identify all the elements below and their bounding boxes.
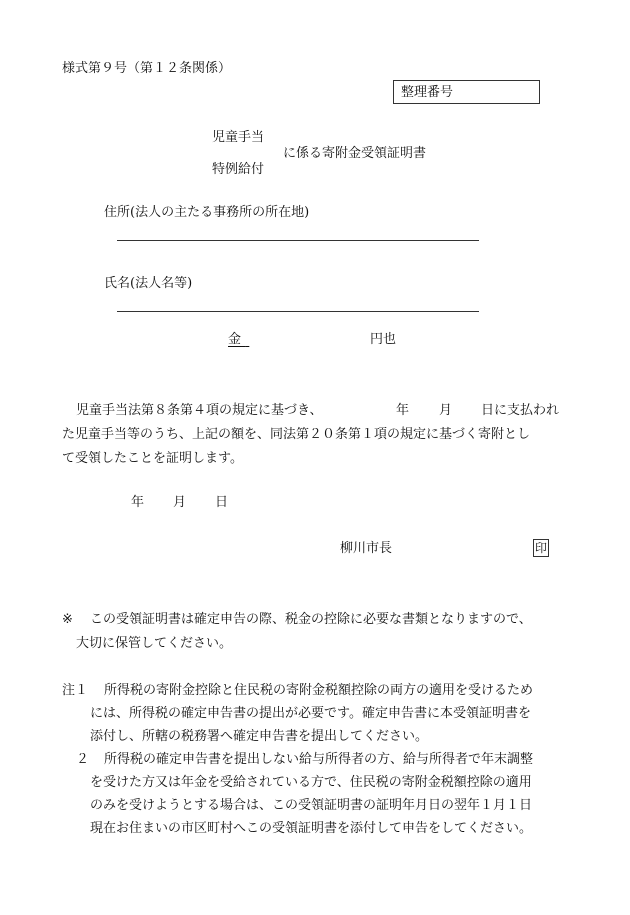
amount-suffix: 円也 (369, 332, 396, 347)
note-1-line-2: には、所得税の確定申告書の提出が必要です。確定申告書に本受領証明書を (90, 706, 531, 721)
reference-number-label: 整理番号 (401, 85, 454, 100)
name-field-line[interactable] (117, 311, 479, 312)
seal-mark: 印 (534, 541, 547, 555)
note-1-line-3: 添付し、所轄の税務署へ確定申告書を提出してください。 (90, 729, 429, 744)
note-1-line-1: 所得税の寄附金控除と住民税の寄附金税額控除の両方の適用を受けるため (104, 683, 534, 698)
amount-prefix: 金 (228, 332, 242, 347)
note-2-line-2: を受けた方又は年金を受給されている方で、住民税の寄附金税額控除の適用 (90, 775, 532, 790)
body-line-1-end: 日に支払われ (481, 403, 560, 418)
amount-line[interactable] (228, 333, 396, 346)
date-month: 月 (173, 495, 187, 510)
address-field-line[interactable] (117, 240, 479, 241)
issuer-name: 柳川市長 (340, 541, 393, 556)
title-option-special-benefit: 特例給付 (212, 162, 265, 177)
note-2-line-1: 所得税の確定申告書を提出しない給与所得者の方、給与所得者で年末調整 (104, 752, 534, 767)
reference-number-box[interactable] (393, 80, 540, 104)
form-number: 様式第９号（第１２条関係） (62, 61, 232, 76)
note-2-number: ２ (76, 752, 90, 767)
date-year: 年 (131, 495, 145, 510)
date-day: 日 (215, 495, 229, 510)
address-label: 住所(法人の主たる事務所の所在地) (104, 205, 310, 220)
body-line-1-year: 年 (396, 403, 410, 418)
body-line-2: た児童手当等のうち、上記の額を、同法第２０条第１項の規定に基づく寄附とし (62, 427, 531, 442)
page-title: に係る寄附金受領証明書 (283, 146, 427, 161)
title-option-child-allowance: 児童手当 (212, 130, 265, 145)
note-2-line-4: 現在お住まいの市区町村へこの受領証明書を添付して申告をしてください。 (90, 821, 533, 836)
remark-line-1: この受領証明書は確定申告の際、税金の控除に必要な書類となりますので、 (90, 612, 532, 627)
body-line-1: 児童手当法第８条第４項の規定に基づき、 (76, 403, 323, 418)
body-line-1-month: 月 (439, 403, 453, 418)
remark-mark: ※ (62, 612, 73, 627)
note-2-line-3: のみを受けようとする場合は、この受領証明書の証明年月日の翌年１月１日 (90, 798, 533, 813)
notes-label: 注１ (62, 683, 89, 698)
name-label: 氏名(法人名等) (104, 276, 193, 291)
body-line-3: て受領したことを証明します。 (62, 451, 243, 466)
remark-line-2: 大切に保管してください。 (76, 636, 233, 651)
